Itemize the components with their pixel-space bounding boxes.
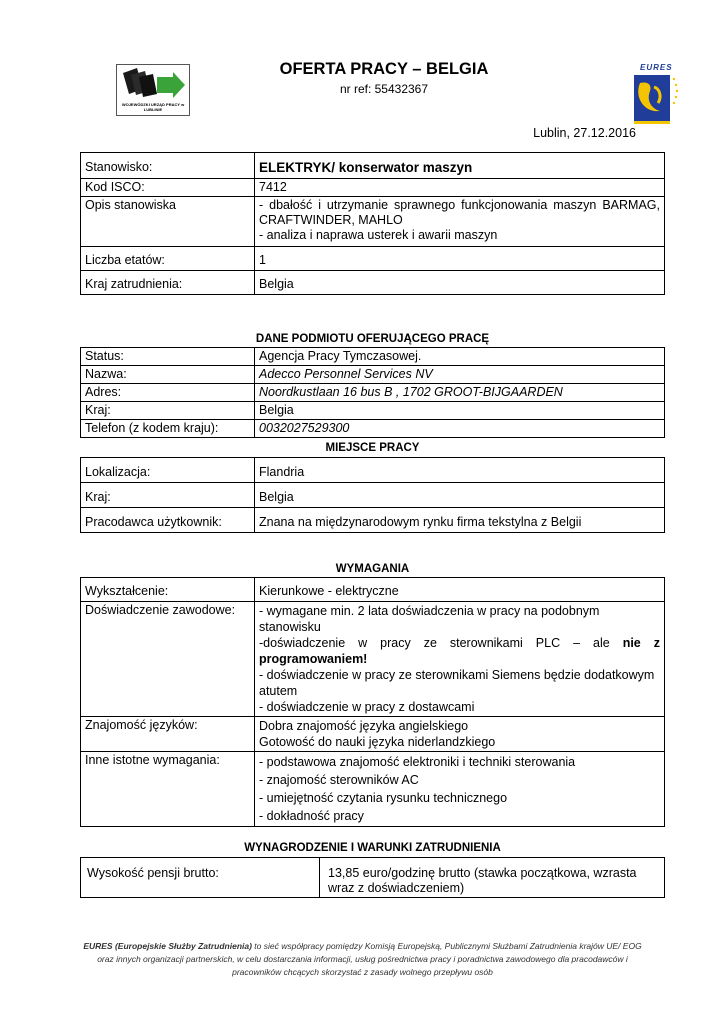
- page-title: OFERTA PRACY – BELGIA: [279, 60, 489, 78]
- workplace-heading: MIEJSCE PRACY: [325, 442, 420, 454]
- opis-line: - analiza i naprawa usterek i awarii maszyn: [259, 228, 498, 242]
- stanowisko-label: Stanowisko:: [81, 153, 255, 179]
- inne-line: - umiejętność czytania rysunku technicznego: [259, 791, 508, 805]
- position-table: [80, 152, 665, 295]
- pensja-label: Wysokość pensji brutto:: [81, 858, 320, 898]
- salary-table: [80, 857, 665, 898]
- workplace-kraj-value: Belgia: [255, 483, 665, 508]
- doswiadczenie-line: - doświadczenie w pracy ze sterownikami Siemens będzie dodatkowym atutem: [259, 668, 655, 698]
- etaty-value: 1: [255, 247, 665, 271]
- eures-logo: [630, 63, 682, 125]
- requirements-table: [80, 577, 665, 827]
- wyksztalcenie-label: Wykształcenie:: [81, 578, 255, 602]
- cards-arrow-icon: [117, 65, 189, 105]
- requirements-heading: WYMAGANIA: [335, 563, 410, 575]
- reference-number: nr ref: 55432367: [339, 82, 429, 96]
- doswiadczenie-plc-emphasis: nie z programowaniem!: [259, 636, 660, 666]
- footer-eures-name: EURES (Europejskie Służby Zatrudnienia): [83, 941, 252, 951]
- salary-heading: WYNAGRODZENIE I WARUNKI ZATRUDNIENIA: [244, 842, 501, 854]
- nazwa-value: Adecco Personnel Services NV: [255, 366, 665, 384]
- isco-value: 7412: [255, 179, 665, 197]
- workplace-table: [80, 457, 665, 533]
- nazwa-label: Nazwa:: [81, 366, 255, 384]
- jezyk-line: Dobra znajomość języka angielskiego: [259, 719, 469, 733]
- isco-label: Kod ISCO:: [81, 179, 255, 197]
- opis-label: Opis stanowiska: [81, 197, 255, 247]
- doswiadczenie-plc-text: -doświadczenie w pracy ze sterownikami PLC – ale: [259, 636, 623, 650]
- telefon-value: 0032027529300: [255, 420, 665, 438]
- eures-emblem-icon: [630, 63, 682, 125]
- status-label: Status:: [81, 348, 255, 366]
- opis-line: - dbałość i utrzymanie sprawnego funkcjonowania maszyn BARMAG, CRAFTWINDER, MAHLO: [259, 198, 660, 227]
- doswiadczenie-line: - doświadczenie w pracy z dostawcami: [259, 700, 475, 714]
- pracodawca-label: Pracodawca użytkownik:: [81, 508, 255, 533]
- inne-label: Inne istotne wymagania:: [81, 752, 255, 827]
- employer-table: [80, 347, 665, 438]
- workplace-kraj-label: Kraj:: [81, 483, 255, 508]
- jezyki-label: Znajomość języków:: [81, 717, 255, 752]
- logo-caption: WOJEWÓDZKI URZĄD PRACY w LUBLINIE: [121, 102, 185, 112]
- lokalizacja-label: Lokalizacja:: [81, 458, 255, 483]
- kraj-value: Belgia: [255, 402, 665, 420]
- inne-line: - znajomość sterowników AC: [259, 773, 419, 787]
- footer-text: to sieć współpracy pomiędzy Komisją Europejską, Publicznymi Służbami Zatrudnienia krajów UE/ EOG oraz innych organizacji partnerskich, w celu dostarczania informacji, usług pośrednictwa pracy i poradnictwa zawodowego dla pracodawców i pracowników chcących skorzystać z zasady wolnego przepływu osób: [97, 941, 642, 977]
- doswiadczenie-line: - wymagane min. 2 lata doświadczenia w pracy na podobnym stanowisku: [259, 604, 600, 634]
- doswiadczenie-line: [259, 635, 660, 667]
- adres-label: Adres:: [81, 384, 255, 402]
- inne-line: - dokładność pracy: [259, 809, 364, 823]
- kraj-zatrudnienia-label: Kraj zatrudnienia:: [81, 271, 255, 295]
- offer-date: Lublin, 27.12.2016: [533, 126, 636, 140]
- pracodawca-value: Znana na międzynarodowym rynku firma tekstylna z Belgii: [255, 508, 665, 533]
- kraj-zatrudnienia-value: Belgia: [255, 271, 665, 295]
- wyksztalcenie-value: Kierunkowe - elektryczne: [255, 578, 665, 602]
- doswiadczenie-label: Doświadczenie zawodowe:: [81, 602, 255, 717]
- stanowisko-value: ELEKTRYK/ konserwator maszyn: [255, 153, 665, 179]
- status-value: Agencja Pracy Tymczasowej.: [255, 348, 665, 366]
- kraj-label: Kraj:: [81, 402, 255, 420]
- etaty-label: Liczba etatów:: [81, 247, 255, 271]
- inne-line: - podstawowa znajomość elektroniki i techniki sterowania: [259, 755, 576, 769]
- pensja-value: 13,85 euro/godzinę brutto (stawka początkowa, wzrasta wraz z doświadczeniem): [320, 858, 665, 898]
- lokalizacja-value: Flandria: [255, 458, 665, 483]
- employer-heading: DANE PODMIOTU OFERUJĄCEGO PRACĘ: [255, 333, 490, 345]
- eures-wordmark: EURES: [640, 63, 673, 72]
- telefon-label: Telefon (z kodem kraju):: [81, 420, 255, 438]
- wup-lublin-logo: [116, 64, 190, 116]
- footer-note: [80, 940, 645, 979]
- adres-value: Noordkustlaan 16 bus B , 1702 GROOT-BIJGAARDEN: [255, 384, 665, 402]
- jezyk-line: Gotowość do nauki języka niderlandzkiego: [259, 735, 496, 749]
